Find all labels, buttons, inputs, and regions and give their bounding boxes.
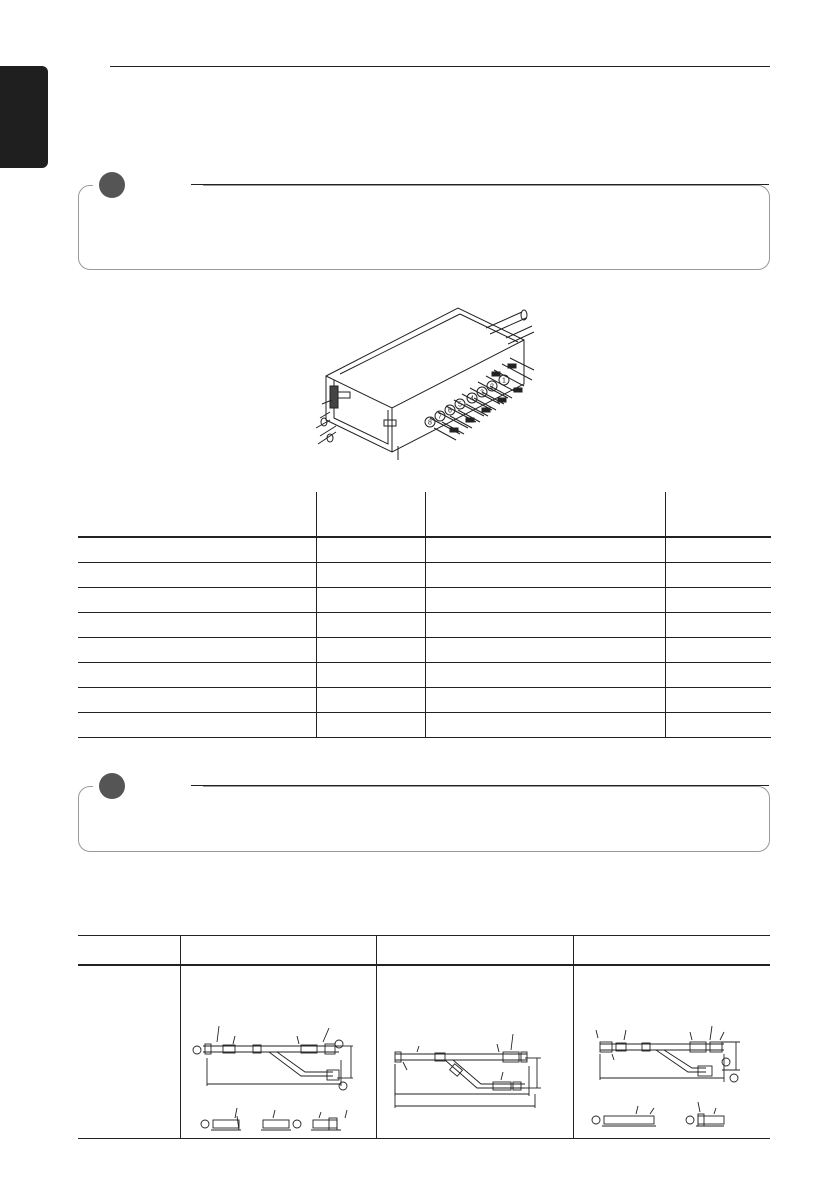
- table-cell: [425, 563, 666, 588]
- port-number-label: 5: [458, 401, 462, 409]
- table-cell: [317, 613, 425, 638]
- table-cell: [425, 688, 666, 713]
- table-row: [78, 638, 771, 663]
- table-cell: [78, 713, 317, 738]
- table-cell: [78, 663, 317, 688]
- table-cell: [78, 563, 317, 588]
- table-cell: [78, 638, 317, 663]
- language-side-tab: [0, 66, 48, 168]
- table-cell: [666, 588, 771, 613]
- table-cell: [78, 588, 317, 613]
- port-number-label: 7: [438, 413, 442, 421]
- table-cell: [666, 638, 771, 663]
- table-cell: [78, 688, 317, 713]
- table-cell: [317, 537, 425, 563]
- table-header-cell: [180, 936, 377, 966]
- table-header-cell: [377, 936, 574, 966]
- table-row: [78, 537, 771, 563]
- pipe-kit-table: [78, 935, 770, 1139]
- table-cell: [317, 688, 425, 713]
- spec-table: [78, 492, 771, 738]
- table-cell: [78, 613, 317, 638]
- table-cell: [425, 588, 666, 613]
- table-row: [78, 965, 770, 1139]
- table-header-cell: [78, 492, 317, 537]
- note-rule: [191, 785, 769, 786]
- table-header-row: [78, 936, 770, 966]
- note-rule: [191, 184, 769, 185]
- table-row: [78, 613, 771, 638]
- table-cell: [666, 688, 771, 713]
- table-cell: [425, 613, 666, 638]
- table-row: [78, 688, 771, 713]
- table-cell: [425, 537, 666, 563]
- hr-unit-illustration: [310, 300, 542, 470]
- table-row: [78, 663, 771, 688]
- table-cell: [666, 563, 771, 588]
- table-cell: [425, 713, 666, 738]
- note-box: [78, 185, 770, 270]
- table-cell: [317, 638, 425, 663]
- table-cell: [377, 965, 574, 1139]
- table-header-cell: [425, 492, 666, 537]
- note-box: [78, 786, 770, 852]
- table-cell: [317, 663, 425, 688]
- port-number-label: 1: [502, 377, 506, 385]
- y-branch-drawing: [574, 966, 770, 1138]
- port-number-label: 4: [470, 395, 474, 403]
- y-branch-drawing: [181, 966, 377, 1138]
- port-number-label: 2: [490, 383, 494, 391]
- table-cell: [666, 663, 771, 688]
- note-badge-icon: [99, 172, 125, 198]
- table-row: [78, 563, 771, 588]
- table-header-cell: [78, 936, 180, 966]
- table-cell: [666, 613, 771, 638]
- table-cell: [317, 588, 425, 613]
- table-cell: [666, 537, 771, 563]
- table-row: [78, 588, 771, 613]
- port-number-label: 8: [428, 419, 432, 427]
- table-header-cell: [317, 492, 425, 537]
- table-header-cell: [573, 936, 770, 966]
- table-cell: [573, 965, 770, 1139]
- port-number-label: 3: [480, 389, 484, 397]
- table-header-row: [78, 492, 771, 537]
- table-cell: [317, 713, 425, 738]
- y-branch-drawing: [377, 966, 573, 1138]
- table-row: [78, 713, 771, 738]
- header-rule: [110, 66, 770, 67]
- table-cell: [666, 713, 771, 738]
- note-badge-icon: [99, 773, 125, 799]
- table-cell: [425, 663, 666, 688]
- table-cell: [425, 638, 666, 663]
- table-header-cell: [666, 492, 771, 537]
- table-cell: [78, 537, 317, 563]
- table-cell: [78, 965, 180, 1139]
- table-cell: [180, 965, 377, 1139]
- table-cell: [317, 563, 425, 588]
- port-number-label: 6: [448, 407, 452, 415]
